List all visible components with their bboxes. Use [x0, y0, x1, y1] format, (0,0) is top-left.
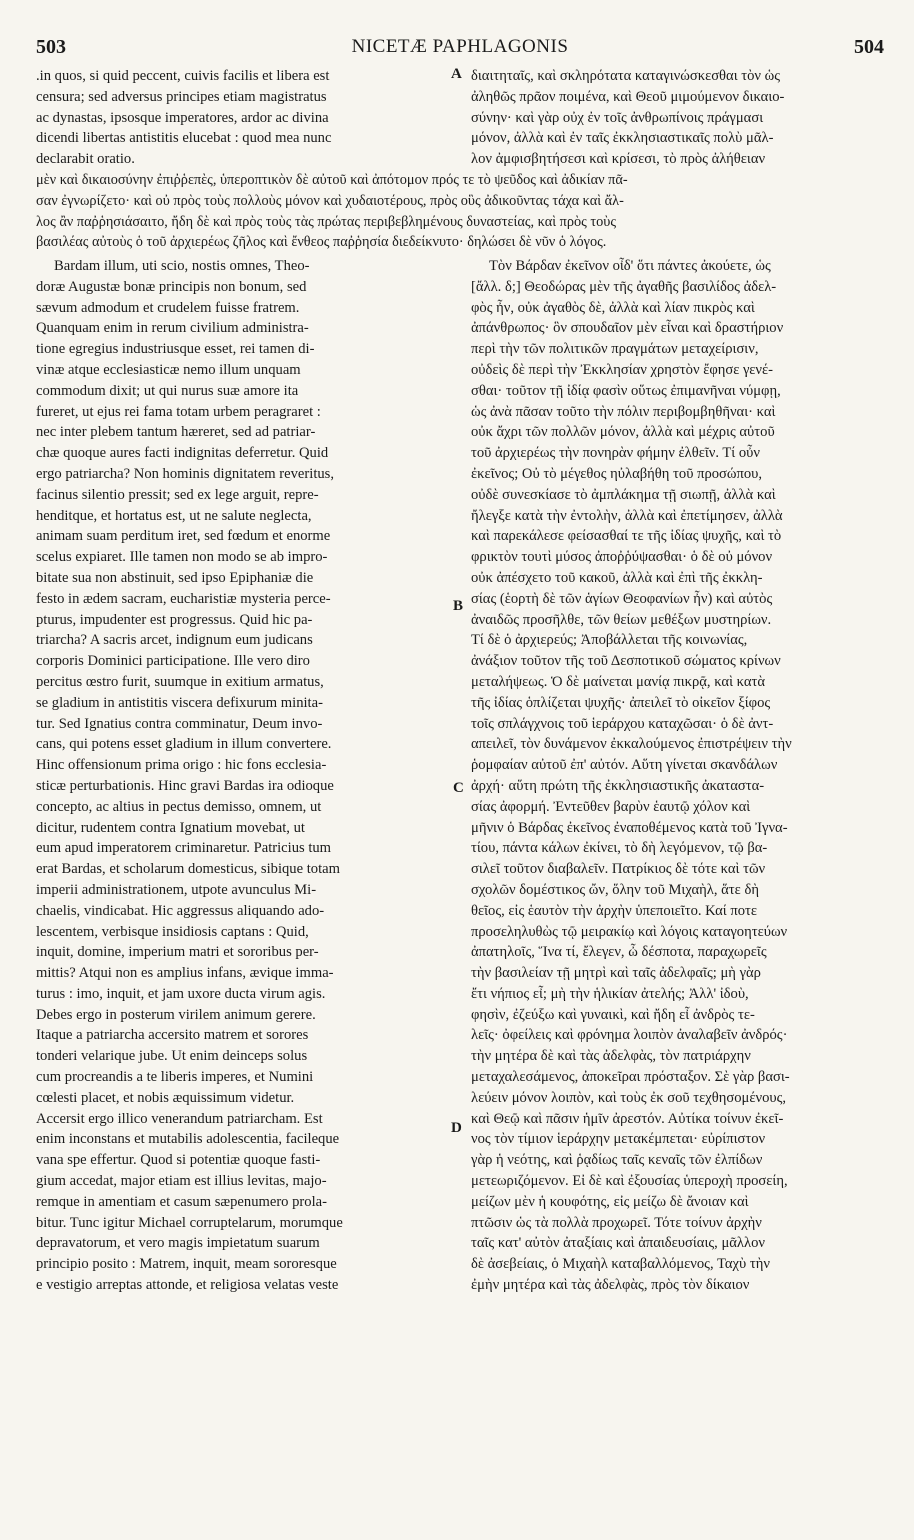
text-line: Hinc offensionum prima origo : hic fons ecclesia-	[36, 757, 327, 774]
greek-main-column	[471, 256, 881, 1296]
text-line: ἐμὴν μητέρα καὶ τὰς ἀδελφὰς, πρὸς τὸν δίκαιον	[471, 1277, 750, 1294]
text-line: πτῶσιν ὡς τὰ πολλὰ προχωρεῖ. Τότε τοίνυν ἀρχὴν	[471, 1214, 762, 1231]
text-line: percitus œstro furit, suumque in exitium armatus,	[36, 673, 324, 690]
text-line: μόνον, ἀλλὰ καὶ ἐν ταῖς ἐκκλησιαστικαῖς πολὺ μᾶλ-	[471, 130, 774, 147]
text-line: enim inconstans et mutabilis adolescentia, facileque	[36, 1131, 340, 1148]
text-line: λεύειν μόνον λοιπὸν, καὶ τοὺς ἐκ σοῦ τεχθησομένους,	[471, 1089, 787, 1106]
page-number-right: 504	[854, 36, 884, 58]
text-line: ῥομφαίαν αὐτοῦ ἐπ' αὐτόν. Αὕτη γίνεται σκανδάλων	[471, 757, 778, 774]
text-line: cœlesti placet, et nobis æquissimum videtur.	[36, 1089, 295, 1106]
text-line: ἤλεγξε κατὰ τὴν ἐντολὴν, ἀλλὰ καὶ ἐπετίμησεν, ἀλλὰ	[471, 507, 783, 524]
text-line: ἀπατηλοῖς, Ἵνα τί, ἔλεγεν, ὦ δέσποτα, παραχωρεῖς	[471, 944, 767, 961]
text-line: chæ quoque aures facti indignitas deferretur. Quid	[36, 445, 329, 462]
text-line: τὴν βασιλείαν τῇ μητρὶ καὶ ταῖς ἀδελφαῖς; μὴ γὰρ	[471, 965, 761, 982]
text-line: φησὶν, ἐζεύξω καὶ γυναικὶ, καὶ ἤδη εἶ ἀνδρὸς τε-	[471, 1006, 755, 1023]
text-line: οὐδὲ συνεσκίασε τὸ ἀμπλάκημα τῇ σιωπῇ, ἀλλὰ καὶ	[471, 486, 776, 503]
text-line: σθαι· τοῦτον τῇ ἰδίᾳ φασὶν οὕτως ἐπιμανῆναι νύμφῃ,	[471, 382, 781, 399]
text-line: doræ Augustæ bonæ principis non bonum, sed	[36, 278, 307, 295]
text-line: concepto, ac altius in pectus demisso, omnem, ut	[36, 798, 322, 815]
text-line: περὶ τὴν τῶν πολιτικῶν πραγμάτων μεταχείρισιν,	[471, 341, 759, 358]
text-line: καὶ Θεῷ καὶ πᾶσιν ἡμῖν ἀρεστόν. Αὐτίκα τοίνυν ἐκεῖ-	[471, 1110, 784, 1127]
text-line: Itaque a patriarcha accersito matrem et sorores	[36, 1027, 309, 1044]
text-line: λον ἀμφισβητήσεσι καὶ κρίσεσι, τὸ πρὸς ἀλήθειαν	[471, 151, 766, 168]
text-line: [ἄλλ. δ;] Θεοδώρας μὲν τῆς ἀγαθῆς βασιλίδος ἀδελ-	[471, 278, 777, 295]
text-line: λεῖς· ὀφείλεις καὶ φρόνημα λοιπὸν ἀναλαβεῖν ἀνδρός·	[471, 1027, 788, 1044]
text-line: ὡς ἀνὰ πᾶσαν τοῦτο τὴν πόλιν περιβομβηθῆναι· καὶ	[471, 403, 776, 420]
text-line: ἔτι νήπιος εἶ; μὴ τὴν ἡλικίαν ἀτελής; Ἀλλ' ἰδοὺ,	[471, 985, 749, 1002]
text-line: μετεωριζόμενον. Εἰ δὲ καὶ ἐξουσίας ὑπεροχὴ προσείη,	[471, 1173, 788, 1190]
text-line: principio posito : Matrem, inquit, meam sororesque	[36, 1256, 337, 1273]
text-line: inquit, domine, imperium matri et sororibus per-	[36, 944, 319, 961]
text-line: Τὸν Βάρδαν ἐκεῖνον οἶδ' ὅτι πάντες ἀκούετε, ὡς	[489, 258, 771, 274]
text-line: commodum dixit; ut qui nurus suæ amore ita	[36, 382, 299, 399]
text-line: μεταχαλεσάμενος, ἀποκεῖραι πρόσταξον. Σὲ γὰρ βασι-	[471, 1069, 790, 1086]
text-line: gium accedat, major etiam est illius levitas, majo-	[36, 1173, 327, 1190]
text-line: γὰρ ἡ νεότης, καὶ ῥᾳδίως ταῖς κεναῖς τῶν ἐλπίδων	[471, 1152, 763, 1169]
text-line: ἀναιδῶς προσῆλθε, τῶν θείων μεθέξων μυστηρίων.	[471, 611, 772, 628]
text-line: οὐκ ἄχρι τῶν πολλῶν μόνον, ἀλλὰ καὶ μέχρις αὐτοῦ	[471, 424, 775, 441]
text-line: οὐκ ἀπέσχετο τοῦ κακοῦ, ἀλλὰ καὶ ἐπὶ τῆς ἐκκλη-	[471, 569, 763, 586]
text-line: mittis? Atqui non es amplius infans, ævique imma-	[36, 965, 334, 982]
text-line: μῆνιν ὁ Βάρδας ἐκεῖνος ἐναποθέμενος κατὰ τοῦ Ἰγνα-	[471, 819, 788, 836]
text-line: ἀληθῶς πρᾶον ποιμένα, καὶ Θεοῦ μιμούμενον δικαιο-	[471, 88, 785, 105]
text-line: ἀρχή· αὕτη πρώτη τῆς ἐκκλησιαστικῆς ἀκαταστα-	[471, 777, 765, 794]
text-line: βασιλέας αὐτοὺς ὁ τοῦ ἀρχιερέως ζῆλος καὶ ἔνθεος παῤῥησία διεδείκνυτο· δηλώσει δὲ νῦν ὁ λόγος.	[36, 234, 607, 251]
text-line: σύνην· καὶ γὰρ οὐχ ἐν τοῖς ἀνθρωπίνοις πράγμασι	[471, 109, 764, 126]
text-line: erat Bardas, et scholarum domesticus, sibique totam	[36, 861, 340, 878]
text-line: sticæ perturbationis. Hinc gravi Bardas ira odioque	[36, 777, 334, 794]
text-line: turus : imo, inquit, et jam uxore ducta virum agis.	[36, 985, 326, 1002]
text-line: nec inter plebem tantum hæreret, sed ad patriar-	[36, 424, 316, 441]
text-line: απειλεῖ, τὸν δυνάμενον ἐκκαλούμενος ἐπιστρέψειν τὴν	[471, 736, 792, 753]
text-line: σχολῶν δομέστικος ὤν, ὅλην τοῦ Μιχαὴλ, ἅτε δὴ	[471, 881, 759, 898]
text-line: festo in ædem sacram, eucharistiæ mysteria perce-	[36, 590, 331, 607]
text-line: ergo patriarcha? Non hominis dignitatem reveritus,	[36, 465, 335, 482]
margin-marker-c: C	[453, 780, 464, 796]
text-line: tonderi velarique jube. Ut enim deinceps solus	[36, 1048, 308, 1065]
text-line: fureret, ut ejus rei fama totam urbem peragraret :	[36, 403, 321, 420]
text-line: φρικτὸν τουτὶ μύσος ἀποῤῥύψασθαι· ὁ δὲ οὐ μόνον	[471, 549, 773, 566]
greek-top-column	[471, 66, 881, 170]
text-line: imperii administrationem, utpote avunculus Mi-	[36, 881, 317, 898]
text-line: Bardam illum, uti scio, nostis omnes, Theo-	[54, 258, 310, 274]
text-line: facinus silentio pressit; sed ex lege arguit, repre-	[36, 486, 319, 503]
text-line: animam suam perditum iret, sed fœdum et enorme	[36, 528, 331, 545]
running-title: NICETÆ PAPHLAGONIS	[351, 36, 569, 57]
text-line: δὲ ἀσεβείαις, ὁ Μιχαὴλ καταβαλλόμενος, Ταχὺ τὴν	[471, 1256, 770, 1273]
text-line: σίας (ἑορτὴ δὲ τῶν ἁγίων Θεοφανίων ἦν) καὶ αὐτὸς	[471, 590, 773, 607]
text-line: vana spe effertur. Quod si potentiæ quoque fasti-	[36, 1152, 321, 1169]
text-line: μείζων μὲν ἡ κουφότης, εἰς μείζω δὲ ἄνοιαν καὶ	[471, 1193, 749, 1210]
text-line: μὲν καὶ δικαιοσύνην ἐπιῤῥεπὲς, ὑπεροπτικὸν δὲ αὐτοῦ καὶ ἀπότομον πρός τε τὸ ψεῦδος καὶ ἀδικίαν πᾶ-	[36, 172, 628, 188]
text-line: ac dynastas, ipsosque imperatores, ardor ac divina	[36, 109, 329, 126]
text-line: cum procreandis a te liberis imperes, et Numini	[36, 1069, 314, 1086]
text-line: remque in amentiam et casum sæpenumero prola-	[36, 1193, 327, 1210]
text-line: cans, qui potens esset gladium in illum convertere.	[36, 736, 332, 753]
text-line: tur. Sed Ignatius contra comminatur, Deum invo-	[36, 715, 323, 732]
text-line: σαν ἐγνωρίζετο· καὶ οὐ πρὸς τοὺς πολλοὺς μόνον καὶ χυδαιοτέρους, πρὸς οὓς ἀδικοῦντας τάχα καὶ ἄλ-	[36, 192, 624, 209]
text-line: scelus expiaret. Ille tamen non modo se ab impro-	[36, 549, 328, 566]
latin-top-column	[36, 66, 444, 170]
text-line: Quanquam enim in rerum civilium administra-	[36, 320, 309, 337]
text-line: τοῦ ἀρχιερέως τὴν πονηρὰν φήμην ἐλθεῖν. Τί οὖν	[471, 445, 761, 462]
text-line: eum apud imperatorem criminaretur. Patricius tum	[36, 840, 332, 857]
text-line: ἀπάνθρωπος· ὃν σπουδαῖον μὲν εἶναι καὶ δραστήριον	[471, 320, 784, 337]
text-line: νος τὸν τίμιον ἱεράρχην μετακέμπεται· εὐρίπιστον	[471, 1131, 766, 1148]
margin-marker-a: A	[451, 66, 462, 82]
page-number-left: 503	[36, 36, 66, 58]
text-line: lescentem, verbisque insidiosis captans : Quid,	[36, 923, 309, 940]
text-line: bitate sua non abstinuit, sed ipso Epiphaniæ die	[36, 569, 314, 586]
text-line: Accersit ergo illico venerandum patriarcham. Est	[36, 1110, 323, 1127]
margin-marker-b: B	[453, 598, 464, 614]
text-line: σίας ἀφορμή. Ἐντεῦθεν βαρὺν ἑαυτῷ χόλον καὶ	[471, 798, 751, 815]
text-line: διαιτηταῖς, καὶ σκληρότατα καταγινώσκεσθαι τὸν ὡς	[471, 68, 781, 84]
text-line: ἐκεῖνος; Οὐ τὸ μέγεθος ηὐλαβήθη τοῦ προσώπου,	[471, 465, 763, 482]
text-line: censura; sed adversus principes etiam magistratus	[36, 88, 327, 105]
text-line: ἀνάξιον τοῦτον τῆς τοῦ Δεσποτικοῦ σώματος κρίνων	[471, 653, 781, 670]
text-line: dicitur, rudentem contra Ignatium movebat, ut	[36, 819, 305, 836]
text-line: ταῖς κατ' αὐτὸν ἀταξίαις καὶ ἀπαιδευσίαις, μᾶλλον	[471, 1235, 765, 1252]
text-line: τῆς ἰδίας ὁπλίζεται ψυχῆς· ἀπειλεῖ τὸ οἰκεῖον ξίφος	[471, 694, 771, 711]
text-line: θεῖος, εἰς ἑαυτὸν τὴν ἀρχὴν ὑπεποιεῖτο. Καί ποτε	[471, 902, 758, 919]
text-line: declarabit oratio.	[36, 151, 135, 168]
text-line: chaelis, vindicabat. Hic aggressus aliquando ado-	[36, 902, 325, 919]
text-line: dicendi libertas antistitis elucebat : quod mea nunc	[36, 130, 332, 147]
margin-marker-d: D	[451, 1120, 462, 1136]
text-line: vinæ atque ecclesiasticæ nemo illum unquam	[36, 361, 301, 378]
text-line: se gladium in antistitis viscera defixurum minita-	[36, 694, 323, 711]
text-line: προσεληλυθὼς τῷ μειρακίῳ καὶ λόγοις καταγοητεύων	[471, 923, 788, 940]
text-line: τίου, πάντα κάλων ἐκίνει, τὸ δὴ λεγόμενον, τῷ βα-	[471, 840, 768, 857]
text-line: τοῖς σπλάγχνοις τοῦ ἱεράρχου καταχῶσαι· ὁ δὲ ἀντ-	[471, 715, 774, 732]
text-line: triarcha? A sacris arcet, indignum eum judicans	[36, 632, 313, 649]
text-line: φὸς ἦν, οὐκ ἀγαθὸς δὲ, ἀλλὰ καὶ λίαν πικρὸς καὶ	[471, 299, 755, 316]
text-line: e vestigio arreptas attonde, et religiosa velatas veste	[36, 1277, 339, 1294]
text-line: τὴν μητέρα δὲ καὶ τὰς ἀδελφὰς, τὸν πατριάρχην	[471, 1048, 751, 1065]
text-line: Τί δὲ ὁ ἀρχιερεύς; Ἀποβάλλεται τῆς κοινωνίας,	[471, 632, 748, 649]
text-line: sævum admodum et crudelem fuisse fratrem.	[36, 299, 300, 316]
text-line: pturus, impudenter est progressus. Quid hic pa-	[36, 611, 313, 628]
text-line: corporis Dominici participatione. Ille vero diro	[36, 653, 310, 670]
text-line: Debes ergo in posterum virilem animum gerere.	[36, 1006, 316, 1023]
page-header	[36, 36, 884, 60]
text-line: σιλεῖ τοῦτον διαβαλεῖν. Πατρίκιος δὲ τότε καὶ τῶν	[471, 861, 766, 878]
latin-main-column	[36, 256, 444, 1296]
text-line: λος ἂν παῤῥησιάσαιτο, ἤδη δὲ καὶ πρὸς τοὺς τὰς πρώτας περιβεβλημένους δυναστείας, καὶ πρὸς τοὺς	[36, 213, 617, 230]
text-line: bitur. Tunc igitur Michael corruptelarum, morumque	[36, 1214, 343, 1231]
text-line: μεταλήψεως. Ὁ δὲ μαίνεται μανίᾳ πικρᾷ, καὶ κατὰ	[471, 673, 766, 690]
text-line: tione egregius industriusque esset, rei tamen di-	[36, 341, 315, 358]
text-line: .in quos, si quid peccent, cuivis facilis et libera est	[36, 68, 330, 84]
text-line: καὶ παρεκάλεσε φείσασθαί τε τῆς ἰδίας ψυχῆς, καὶ τὸ	[471, 528, 782, 545]
text-line: οὐδεὶς δὲ περὶ τὴν Ἐκκλησίαν χρηστὸν ἔφησε γενέ-	[471, 361, 773, 378]
text-line: henditque, et hortatus est, ut ne salute neglecta,	[36, 507, 312, 524]
greek-full-width-passage	[36, 170, 882, 253]
text-line: depravatorum, et vero magis impietatum suarum	[36, 1235, 320, 1252]
